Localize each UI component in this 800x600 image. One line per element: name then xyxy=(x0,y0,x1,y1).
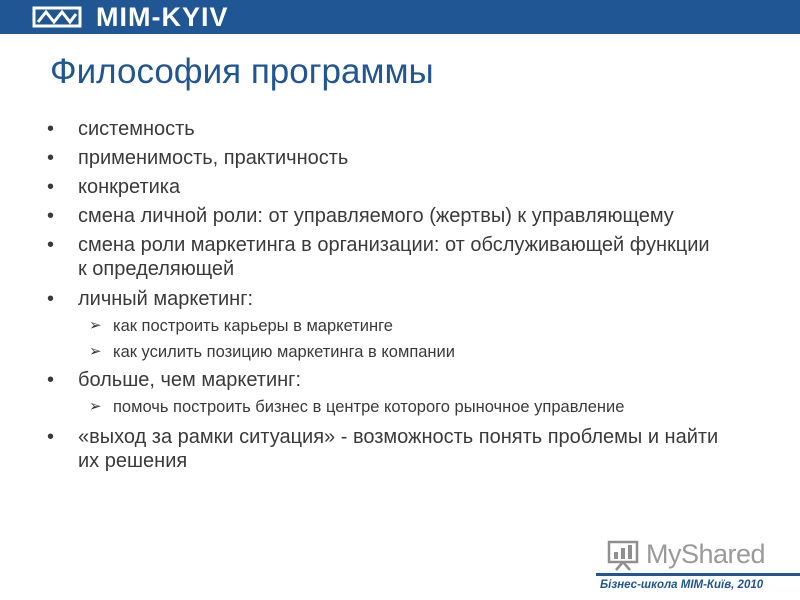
footer-divider xyxy=(596,573,800,576)
sub-bullet-text: как построить карьеры в маркетинге xyxy=(113,317,393,335)
bullet-text: смена роли маркетинга в организации: от обслуживающей функции к определяющей xyxy=(78,234,710,280)
mim-kyiv-logo xyxy=(32,2,229,32)
bullet-item xyxy=(47,175,778,199)
bullet-text: конкретика xyxy=(78,176,181,198)
arrow-bullet-icon: ➢ xyxy=(89,343,102,360)
logo-text: MIM-KYIV xyxy=(96,2,229,32)
bullet-dot-icon: • xyxy=(47,118,55,140)
bullet-item xyxy=(47,146,778,170)
bullet-text: применимость, практичность xyxy=(78,147,349,169)
bullet-text: больше, чем маркетинг: xyxy=(78,369,302,391)
bullet-dot-icon: • xyxy=(47,147,55,169)
arrow-bullet-icon: ➢ xyxy=(89,317,102,334)
sub-bullet-item xyxy=(89,342,773,362)
sub-bullet-text: помочь построить бизнес в центре которого рыночное управление xyxy=(113,398,625,416)
slide-title: Философия программы xyxy=(50,52,434,91)
sub-bullet-item xyxy=(89,316,773,336)
presentation-board-icon xyxy=(606,537,640,571)
bullet-item xyxy=(47,117,778,141)
bullet-dot-icon: • xyxy=(47,234,55,256)
bullet-text: личный маркетинг: xyxy=(78,288,254,310)
bullet-dot-icon: • xyxy=(47,176,55,198)
bullet-dot-icon: • xyxy=(47,426,55,448)
bullet-text: смена личной роли: от управляемого (жертвы) к управляющему xyxy=(78,205,674,227)
bullet-item xyxy=(47,287,778,311)
watermark-text: MyShared xyxy=(646,538,766,569)
myshared-watermark xyxy=(606,536,765,572)
bullet-dot-icon: • xyxy=(47,288,55,310)
bullet-text: «выход за рамки ситуация» - возможность понять проблемы и найти их решения xyxy=(78,426,719,472)
bullet-item xyxy=(47,204,778,228)
bullet-text: системность xyxy=(78,118,195,140)
arrow-bullet-icon: ➢ xyxy=(89,398,102,415)
header-bar xyxy=(0,0,800,34)
sub-bullet-item xyxy=(89,397,773,417)
bullet-dot-icon: • xyxy=(47,205,55,227)
sub-bullet-text: как усилить позицию маркетинга в компании xyxy=(113,343,455,361)
bullet-item xyxy=(47,233,718,281)
bullet-dot-icon: • xyxy=(47,369,55,391)
footer-caption: Бізнес-школа МІМ-Київ, 2010 xyxy=(600,579,764,591)
mim-logo-icon xyxy=(32,5,82,29)
bullet-item xyxy=(47,368,778,392)
bullet-item xyxy=(47,425,738,473)
